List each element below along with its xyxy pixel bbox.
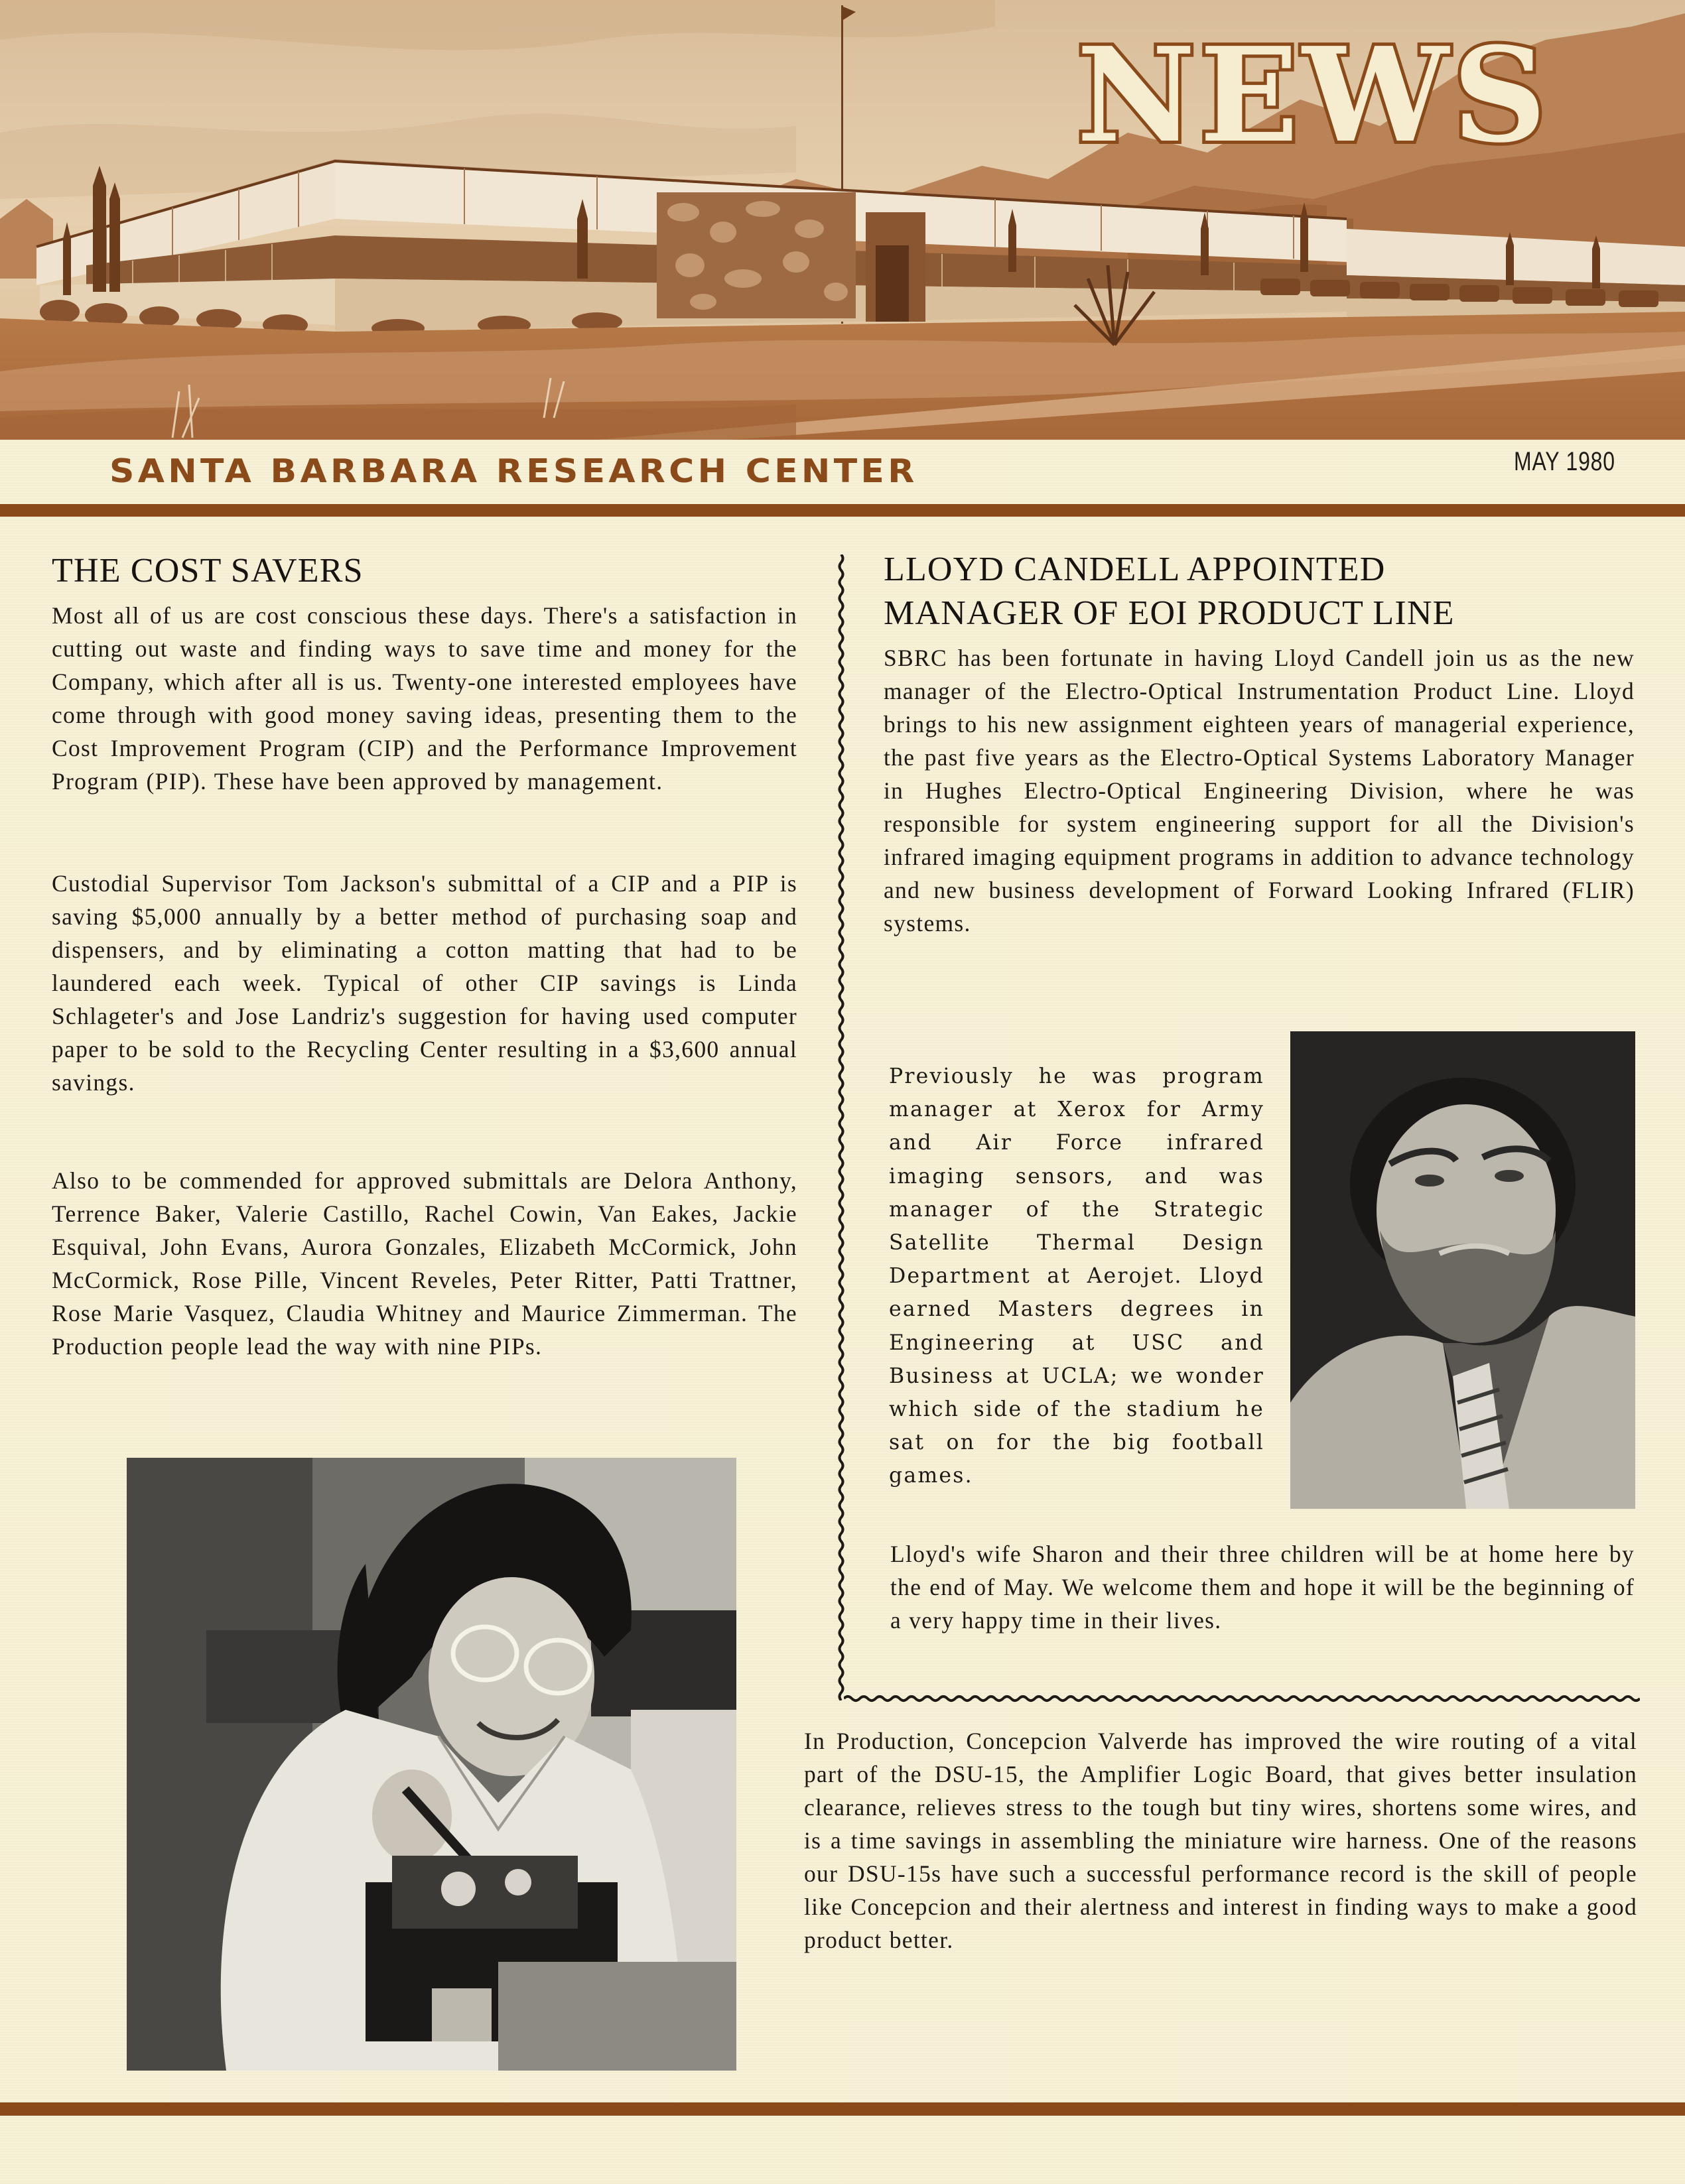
lloyd-candell-portrait	[1290, 1031, 1635, 1509]
article-paragraph: Most all of us are cost conscious these days. There's a satisfaction in cutting out waste and finding ways to save time and money for the Company, which after all is us. Twenty-one interested employees have come through with good money saving ideas, presenting them to the Cost Improvement Program (CIP) and the Performance Improvement Program (PIP). These have been approved by management.	[52, 602, 797, 795]
footer-rule	[0, 2102, 1685, 2116]
article-title-candell	[884, 548, 1455, 635]
news-wordmark-text: NEWS	[1076, 27, 1551, 159]
article-paragraph: Custodial Supervisor Tom Jackson's submittal of a CIP and a PIP is saving $5,000 annually by a better method of purchasing soap and dispensers, and by eliminating a cotton matting that had to be laundered each week. Typical of other CIP savings is Linda Schlageter's and Jose Landriz's suggestion for having used computer paper to be sold to the Recycling Center resulting in a $3,600 annual savings.	[52, 870, 797, 1096]
issue-date: MAY 1980	[1514, 447, 1615, 476]
article-paragraph-production: In Production, Concepcion Valverde has improved the wire routing of a vital part of the DSU-15, the Amplifier Logic Board, that gives better insulation clearance, relieves stress to the tough but tiny wires, shortens some wires, and is a time savings in assembling the miniature wire harness. One of the reasons our DSU-15s have such a successful performance record is the skill of people like Concepcion and their alertness and interest in finding ways to make a good product better.	[804, 1728, 1637, 1953]
article-paragraph: Also to be commended for approved submittals are Delora Anthony, Terrence Baker, Valerie Castillo, Rachel Cowin, Van Eakes, Jackie Esquival, John Evans, Aurora Gonzales, Elizabeth McCormick, John McCormick, Rose Pille, Vincent Reveles, Peter Ritter, Patti Trattner, Rose Marie Vasquez, Claudia Whitney and Maurice Zimmerman. The Production people lead the way with nine PIPs.	[52, 1167, 797, 1360]
employee-at-workbench-photo	[127, 1458, 736, 2071]
masthead-rule	[0, 504, 1685, 517]
wavy-box-rule	[844, 1693, 1640, 1704]
photo-image	[127, 1458, 736, 2071]
wavy-column-divider	[835, 554, 848, 1701]
article-title-line: LLOYD CANDELL APPOINTED	[884, 550, 1386, 588]
photo-image	[1290, 1031, 1635, 1509]
article-paragraph: Lloyd's wife Sharon and their three children will be at home here by the end of May. We welcome them and hope it will be the beginning of a very happy time in their lives.	[890, 1541, 1635, 1634]
organization-name: SANTA BARBARA RESEARCH CENTER	[109, 452, 918, 490]
article-title-cost-savers: THE COST SAVERS	[52, 552, 364, 590]
article-paragraph: Previously he was program manager at Xerox for Army and Air Force infrared imaging sensors, and was manager of the Strategic Satellite Thermal Design Department at Aerojet. Lloyd earned Masters degrees in Engineering at USC and Business at UCLA; we wonder which side of the stadium he sat on for the big football games.	[889, 1064, 1264, 1488]
article-title-line: MANAGER OF EOI PRODUCT LINE	[884, 594, 1455, 632]
news-wordmark	[1061, 27, 1566, 159]
masthead-illustration	[0, 0, 1685, 440]
article-paragraph: SBRC has been fortunate in having Lloyd Candell join us as the new manager of the Electro-Optical Instrumentation Product Line. Lloyd brings to his new assignment eighteen years of managerial experience, the past five years as the Electro-Optical Systems Laboratory Manager in Hughes Electro-Optical Engineering Division, where he was responsible for system engineering support for all the Division's infrared imaging equipment programs in addition to advance technology and new business development of Forward Looking Infrared (FLIR) systems.	[884, 645, 1635, 936]
